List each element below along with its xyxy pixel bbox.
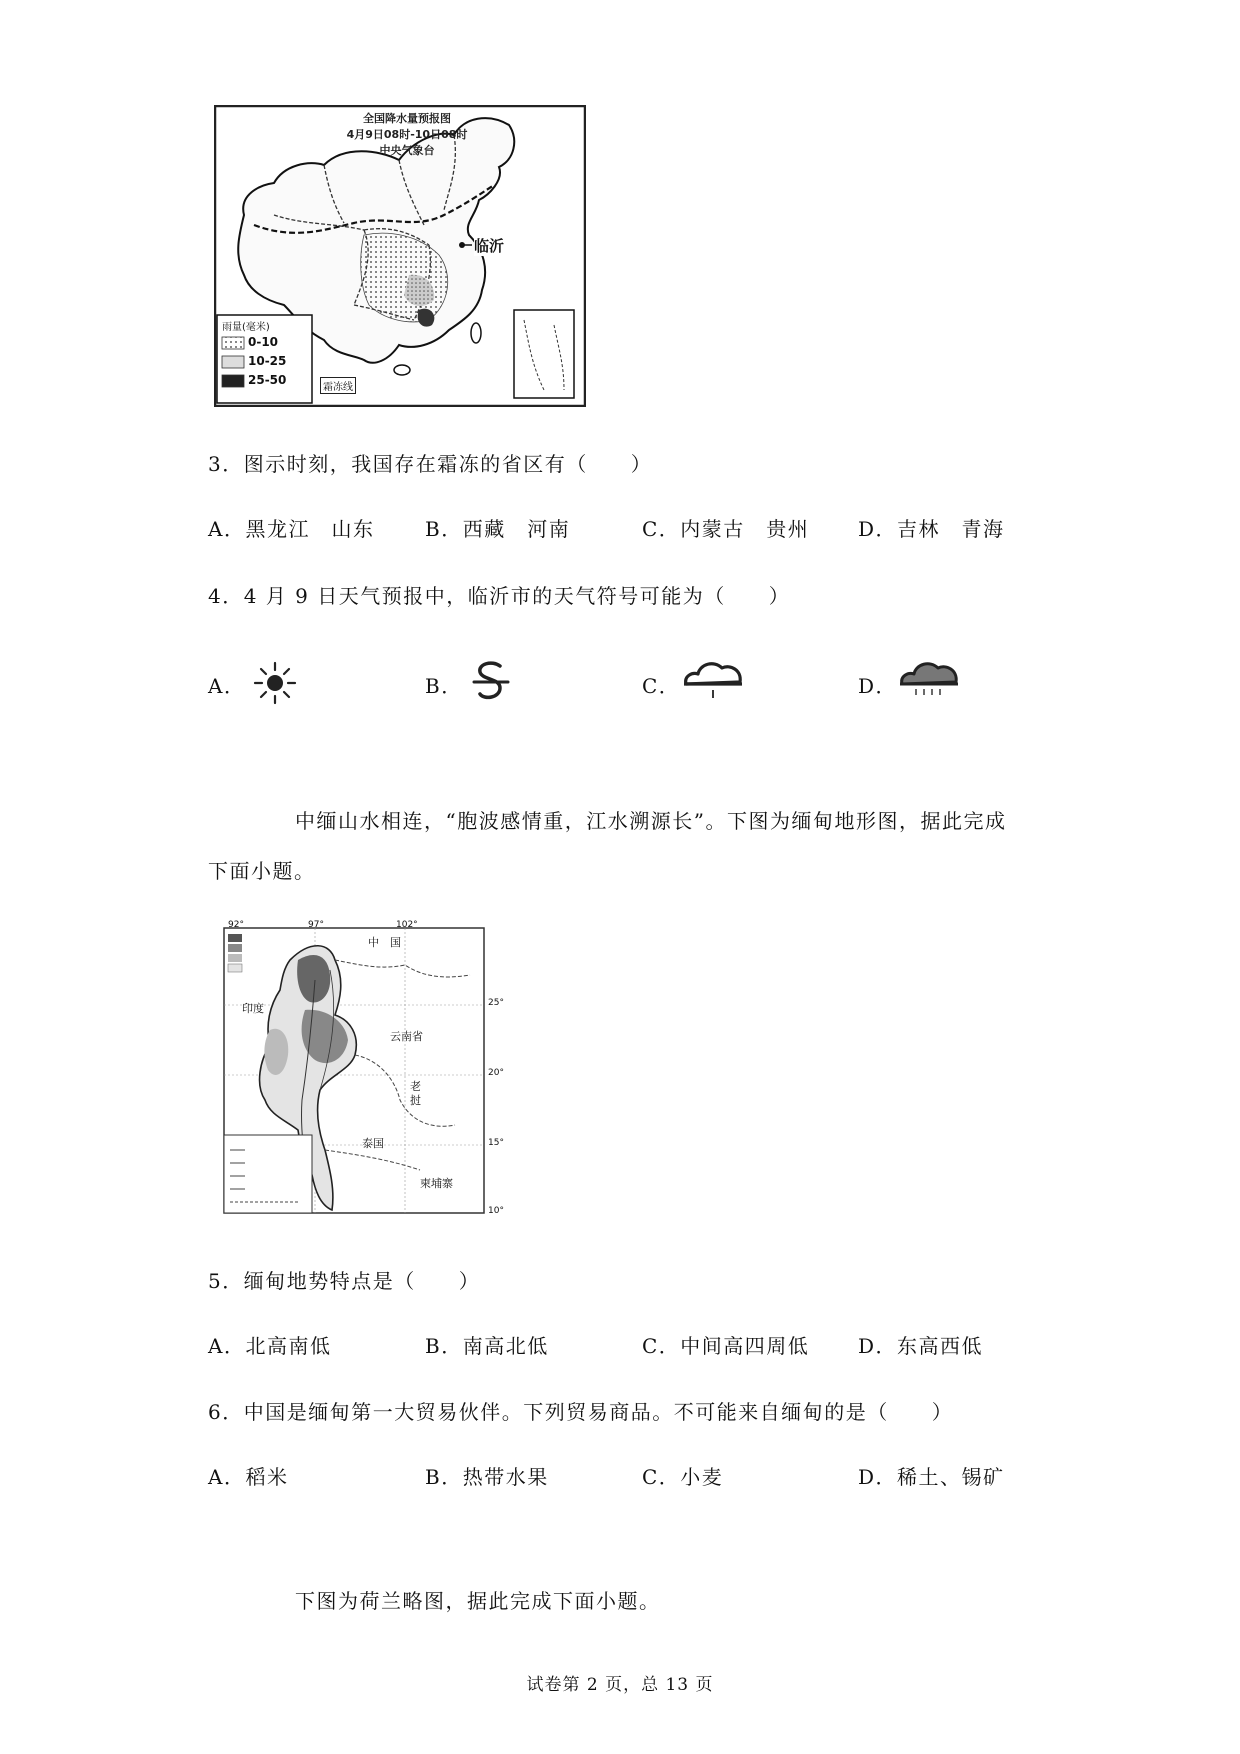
map-title-line2: 4月9日08时-10日08时 [346,128,468,141]
map2-label-yunnan: 云南省 [390,1030,423,1043]
q6-option-b: B．热带水果 [425,1465,549,1489]
map-title-line3: 中央气象台 [379,144,435,157]
q5-option-b: B．南高北低 [425,1334,549,1358]
q4-option-c-letter: C． [642,674,681,698]
q4-option-d [858,670,897,699]
q5-option-d: D．东高西低 [858,1334,984,1358]
map2-lat-10: 10° [488,1206,504,1216]
intro-myanmar-line2: 下面小题。 [208,859,316,883]
legend-item-3: 25-50 [248,373,287,387]
map2-lon-92: 92° [228,920,244,930]
map2-lon-102: 102° [396,920,418,930]
q5-option-a: A．北高南低 [208,1334,332,1358]
question-3-stem: 3．图示时刻，我国存在霜冻的省区有（ ） [208,452,653,476]
q4-option-c [642,670,680,699]
q3-option-a: A．黑龙江 山东 [208,517,375,541]
china-precipitation-map [214,105,586,407]
q5-option-c: C．中间高四周低 [642,1334,810,1358]
q6-option-a: A．稻米 [208,1465,289,1489]
map2-label-cambodia: 柬埔寨 [420,1177,453,1190]
map-title-line1: 全国降水量预报图 [363,112,451,125]
light-rain-icon [680,656,746,704]
page-footer: 试卷第 2 页，总 13 页 [526,1675,714,1695]
q3-option-c: C．内蒙古 贵州 [642,517,810,541]
q4-option-d-letter: D． [858,674,898,698]
sandstorm-icon [470,658,514,706]
question-4-stem: 4．4 月 9 日天气预报中，临沂市的天气符号可能为（ ） [208,584,791,608]
q4-option-b-letter: B． [425,674,463,698]
intro-myanmar-line1: 中缅山水相连，“胞波感情重，江水溯源长”。下图为缅甸地形图，据此完成 [295,809,1007,833]
city-label-linyi: 临沂 [474,237,505,255]
map2-lat-25: 25° [488,998,504,1008]
myanmar-terrain-map [220,920,520,1225]
q6-option-c: C．小麦 [642,1465,724,1489]
legend-item-1: 0-10 [248,335,279,349]
question-5-stem: 5．缅甸地势特点是（ ） [208,1269,481,1293]
q3-option-b: B．西藏 河南 [425,517,571,541]
map2-label-china: 中 国 [368,936,401,949]
legend-stamp: 霜冻线 [320,377,356,394]
map2-lat-15: 15° [488,1138,504,1148]
map2-lat-20: 20° [488,1068,504,1078]
q4-option-b [425,670,463,699]
legend-header: 雨量(毫米) [222,322,270,333]
map2-label-india: 印度 [242,1002,264,1015]
q6-option-d: D．稀土、锡矿 [858,1465,1005,1489]
moderate-rain-icon [896,656,962,704]
legend-item-2: 10-25 [248,354,287,368]
map-title [332,111,482,159]
q3-option-d: D．吉林 青海 [858,517,1005,541]
q4-option-a [208,670,245,699]
q4-option-a-letter: A． [208,674,246,698]
intro-netherlands: 下图为荷兰略图，据此完成下面小题。 [295,1589,661,1613]
map2-label-laos: 老挝 [410,1080,421,1107]
sunny-icon [250,660,300,706]
map2-label-thailand: 泰国 [362,1137,384,1150]
question-6-stem: 6．中国是缅甸第一大贸易伙伴。下列贸易商品。不可能来自缅甸的是（ ） [208,1400,954,1424]
map2-lon-97: 97° [308,920,324,930]
